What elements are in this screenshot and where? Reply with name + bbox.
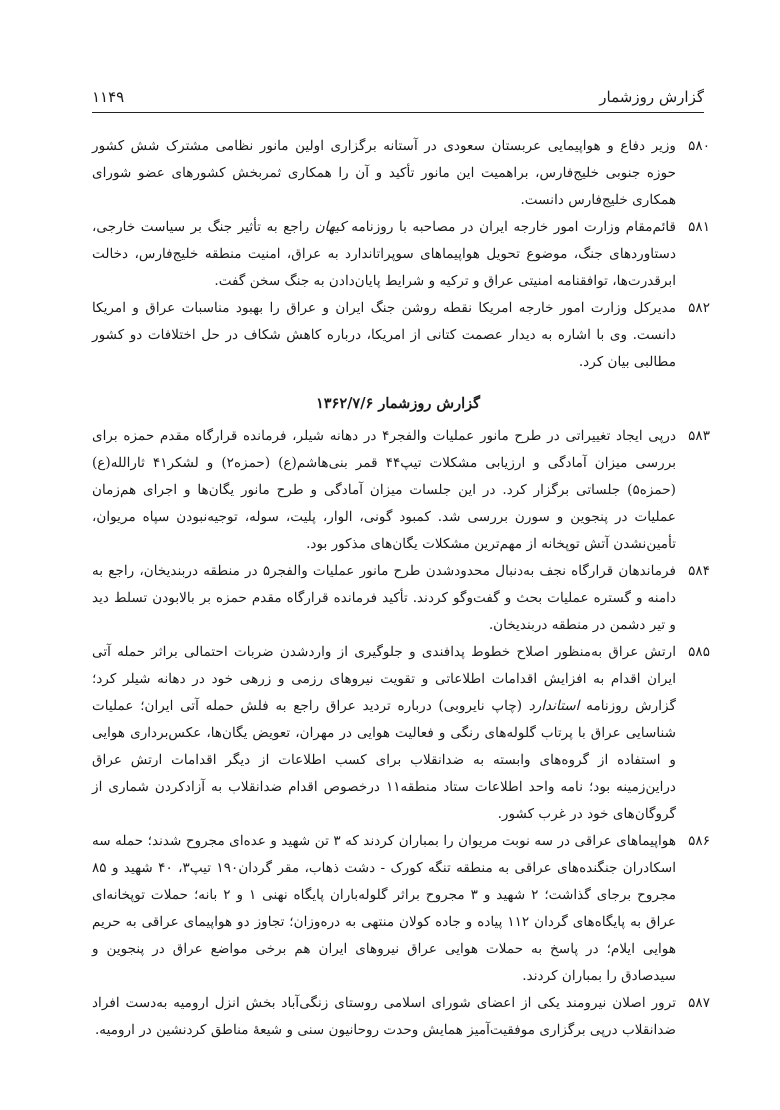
entry-number: ۵۸۶ bbox=[688, 833, 710, 849]
report-entry bbox=[92, 639, 710, 828]
entry-text-italic: کیهان bbox=[314, 219, 346, 235]
entries-before bbox=[92, 133, 710, 376]
running-head bbox=[92, 88, 704, 113]
entry-text: ارتش عراق به‌منظور اصلاح خطوط پدافندی و جلوگیری از واردشدن ضربات احتمالی براثر حمله آتی ایران اقدام به افزایش اقدامات اطلاعاتی و تقویت نیروهای رزمی و زرهی خود در دهانه شیلر کرد؛ گزارش روزنامه bbox=[92, 644, 676, 714]
entry-text-italic: استاندارد bbox=[528, 698, 580, 714]
page-number: ۱۱۴۹ bbox=[92, 88, 125, 106]
entry-text: (چاپ نایروبی) درباره تردید عراق راجع به فلش حمله آتی ایران؛ عملیات شناسایی عراق با پرتاب گلوله‌های رنگی و فعالیت هوایی در مهران، تعویض یگان‌ها، عکس‌برداری هوایی و استفاده از گروه‌های وابسته به ضدانقلاب برای کسب اطلاعات از دیگر اقدامات ارتش عراق دراین‌زمینه بود؛ نامه واحد اطلاعات ستاد منطقه۱۱ درخصوص اقدام ضدانقلاب به آزادکردن شماری از گروگان‌های خود در غرب کشور. bbox=[92, 698, 676, 822]
entry-text: درپی ایجاد تغییراتی در طرح مانور عملیات والفجر۴ در دهانه شیلر، فرمانده قرارگاه مقدم حمزه برای بررسی میزان آمادگی و ارزیابی مشکلات تیپ۴۴ قمر بنی‌هاشم(ع) (حمزه۲) و لشکر۴۱ ثارالله(ع) (حمزه۵) جلساتی برگزار کرد. در این جلسات میزان آمادگی و طرح مانور یگان‌ها و اجرای هم‌زمان عملیات در پنجوین و سورن بررسی شد. کمبود گونی، الوار، پلیت، سوله، توجیه‌نبودن سپاه مریوان، تأمین‌نشدن آتش توپخانه از مهم‌ترین مشکلات یگان‌های مذکور بود. bbox=[92, 428, 676, 552]
entry-number: ۵۸۵ bbox=[688, 644, 710, 660]
report-entry bbox=[92, 423, 710, 558]
entry-text: وزیر دفاع و هواپیمایی عربستان سعودی در آستانه برگزاری اولین مانور نظامی مشترک شش کشور حوزه جنوبی خلیج‌فارس، براهمیت این مانور تأکید و آن را همکاری ثمربخش کشورهای عضو شورای همکاری خلیج‌فارس دانست. bbox=[92, 138, 676, 208]
entry-number: ۵۸۳ bbox=[688, 428, 710, 444]
entry-number: ۵۸۲ bbox=[688, 300, 710, 316]
entry-text: قائم‌مقام وزارت امور خارجه ایران در مصاحبه با روزنامه bbox=[345, 219, 676, 235]
entries-after bbox=[92, 423, 710, 1044]
entry-number: ۵۸۷ bbox=[688, 995, 710, 1011]
report-entry bbox=[92, 295, 710, 376]
entry-text: هواپیماهای عراقی در سه نوبت مریوان را بمباران کردند که ۳ تن شهید و عده‌ای مجروح شدند؛ حمله سه اسکادران جنگنده‌های عراقی به منطقه تنگه کورک - دشت ذهاب، مقر گردان۱۹۰ تیپ۳، ۴۰ شهید و ۸۵ مجروح برجای گذاشت؛ ۲ شهید و ۳ مجروح براثر گلوله‌باران پایگاه نهنی ۱ و ۲ بانه؛ حملات توپخانه‌ای عراق به پایگاه‌های گردان ۱۱۲ پیاده و جاده کولان منتهی به دره‌وزان؛ تجاوز دو هواپیمای عراقی به حریم هوایی ایلام؛ در پاسخ به حملات هوایی عراق نیروهای ایران هم برخی مواضع عراق در پنجوین و سیدصادق را بمباران کردند. bbox=[92, 833, 676, 984]
report-entry bbox=[92, 990, 710, 1044]
report-entry bbox=[92, 214, 710, 295]
entry-number: ۵۸۰ bbox=[688, 138, 710, 154]
entry-text: مدیرکل وزارت امور خارجه امریکا نقطه روشن جنگ ایران و عراق را بهبود مناسبات عراق و امریکا دانست. وی با اشاره به دیدار عصمت کتانی از امریکا، درباره کاهش شکاف در حل اختلافات دو کشور مطالبی بیان کرد. bbox=[92, 300, 676, 370]
entry-text: راجع به تأثیر جنگ بر سیاست خارجی، دستاوردهای جنگ، موضوع تحویل هواپیماهای سوپراتاندارد به عراق، امنیت منطقه خلیج‌فارس، دخالت ابرقدرت‌ها، توافقنامه امنیتی عراق و ترکیه و شرایط پایان‌دادن به جنگ سخن گفت. bbox=[92, 219, 676, 289]
report-entry bbox=[92, 133, 710, 214]
report-entry bbox=[92, 558, 710, 639]
running-head-title: گزارش روزشمار bbox=[599, 88, 704, 106]
section-heading: گزارش روزشمار ۱۳۶۲/۷/۶ bbox=[315, 395, 481, 412]
report-entry bbox=[92, 828, 710, 990]
entry-number: ۵۸۴ bbox=[688, 563, 710, 579]
entry-text: فرماندهان قرارگاه نجف به‌دنبال محدودشدن طرح مانور عملیات والفجر۵ در منطقه دربندیخان، راجع به دامنه و گستره عملیات بحث و گفت‌وگو کردند. تأکید فرمانده قرارگاه مقدم حمزه بر بالابودن تسلط دید و تیر دشمن در منطقه دربندیخان. bbox=[92, 563, 677, 633]
entry-text: ترور اصلان نیرومند یکی از اعضای شورای اسلامی روستای زنگی‌آباد بخش انزل ارومیه به‌دست افراد ضدانقلاب درپی برگزاری موفقیت‌آمیز همایش وحدت روحانیون سنی و شیعهٔ مناطق کردنشین در ارومیه. bbox=[92, 995, 676, 1038]
book-page bbox=[92, 88, 710, 1088]
entry-number: ۵۸۱ bbox=[688, 219, 710, 235]
